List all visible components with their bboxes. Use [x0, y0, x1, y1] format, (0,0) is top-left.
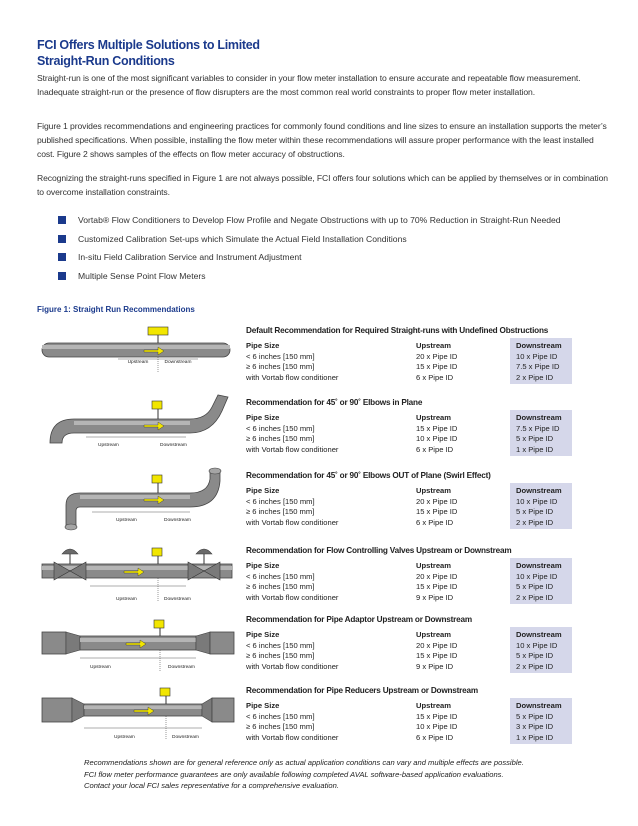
table-cell: 9 x Pipe ID — [416, 592, 454, 602]
footer-line: FCI flow meter performance guarantees are only available following completed AVAL software-based application evaluations. — [84, 769, 504, 779]
diagram-label: Upstream — [98, 443, 119, 448]
table-cell: 7.5 x Pipe ID — [516, 423, 560, 433]
table-cell: ≥ 6 inches [150 mm] — [246, 507, 315, 516]
section-pipe-adaptor — [246, 613, 572, 672]
table-cell: with Vortab flow conditioner — [246, 732, 339, 742]
table-cell: Pipe Size — [246, 701, 280, 710]
table-cell: 15 x Pipe ID — [416, 507, 458, 516]
table-cell: 3 x Pipe ID — [516, 722, 554, 731]
table-cell: 9 x Pipe ID — [416, 661, 454, 671]
table-cell: 6 x Pipe ID — [416, 372, 454, 382]
table-cell: 20 x Pipe ID — [416, 640, 458, 650]
valve-diagram — [40, 542, 240, 608]
table-cell: 10 x Pipe ID — [516, 496, 558, 506]
table-cell: < 6 inches [150 mm] — [246, 571, 315, 581]
table-cell: ≥ 6 inches [150 mm] — [246, 722, 315, 731]
table-cell: Pipe Size — [246, 486, 280, 495]
section-title: Recommendation for Pipe Adaptor Upstream or Downstream — [246, 615, 472, 624]
list-item — [58, 267, 561, 286]
table-cell: < 6 inches [150 mm] — [246, 496, 315, 506]
figure-paragraph: Figure 1 provides recommendations and engineering practices for commonly found conditions and line sizes to ensure an installation supports the meter’s published specifications. When possible, installing the flow meter within these recommendations will assure proper performance with the least installed cost. Figure 2 shows samples of the effects on flow meter accuracy of obstructions. — [37, 121, 607, 160]
table-cell: with Vortab flow conditioner — [246, 372, 339, 382]
bullet-square-icon — [58, 272, 66, 280]
bullet-square-icon — [58, 216, 66, 224]
table-cell: 2 x Pipe ID — [516, 372, 554, 382]
table-cell: 1 x Pipe ID — [516, 444, 554, 454]
intro-paragraph: Straight-run is one of the most significant variables to consider in your flow meter installation to ensure accurate and repeatable flow measurement. Inadequate straight-run or the presence of flow disrupters are the most common real world constraints to proper flow meter installation. — [37, 73, 581, 98]
table-cell: ≥ 6 inches [150 mm] — [246, 651, 315, 660]
list-item-text: In-situ Field Calibration Service and Instrument Adjustment — [78, 252, 302, 263]
recommendation-table — [246, 561, 572, 603]
table-cell: 6 x Pipe ID — [416, 732, 454, 742]
table-cell: Pipe Size — [246, 630, 280, 639]
header-downstream: Downstream — [516, 341, 562, 350]
section-pipe-reducers — [246, 684, 572, 743]
table-cell: 15 x Pipe ID — [416, 362, 458, 371]
recommendation-table — [246, 413, 572, 455]
list-item — [58, 230, 561, 249]
section-title: Recommendation for 45˚ or 90˚ Elbows in Plane — [246, 398, 423, 407]
recommendation-table — [246, 701, 572, 743]
table-cell: < 6 inches [150 mm] — [246, 640, 315, 650]
table-cell: Upstream — [416, 486, 452, 495]
table-cell: 5 x Pipe ID — [516, 651, 554, 660]
table-cell: 10 x Pipe ID — [416, 722, 458, 731]
recommendation-table — [246, 341, 572, 383]
footer-notes — [84, 757, 524, 792]
table-cell: with Vortab flow conditioner — [246, 444, 339, 454]
table-cell: 20 x Pipe ID — [416, 351, 458, 361]
table-cell: < 6 inches [150 mm] — [246, 711, 315, 721]
diagram-label: Upstream — [114, 735, 135, 740]
section-valves — [246, 544, 572, 603]
diagram-label: Downstream — [164, 360, 192, 365]
table-cell: 6 x Pipe ID — [416, 517, 454, 527]
list-item — [58, 211, 561, 230]
table-cell: ≥ 6 inches [150 mm] — [246, 434, 315, 443]
table-cell: 20 x Pipe ID — [416, 496, 458, 506]
table-cell: Upstream — [416, 630, 452, 639]
table-cell: with Vortab flow conditioner — [246, 517, 339, 527]
table-cell: 15 x Pipe ID — [416, 423, 458, 433]
pipe-adaptor-diagram — [40, 618, 240, 676]
table-cell: 2 x Pipe ID — [516, 517, 554, 527]
recommendation-table — [246, 486, 572, 528]
table-cell: Downstream — [516, 486, 562, 495]
diagram-label: Downstream — [172, 735, 199, 740]
list-item-text: Vortab® Flow Conditioners to Develop Flow Profile and Negate Obstructions with up to 70% Reduction in Straight-Run Needed — [78, 215, 561, 226]
solutions-paragraph: Recognizing the straight-runs specified in Figure 1 are not always possible, FCI offers four solutions which can be applied by themselves or in combination to overcome installation constraints. — [37, 173, 608, 198]
table-cell: 15 x Pipe ID — [416, 651, 458, 660]
table-cell: Downstream — [516, 701, 562, 710]
solutions-list — [58, 211, 561, 285]
title-line-1: FCI Offers Multiple Solutions to Limited — [37, 38, 260, 52]
table-cell: ≥ 6 inches [150 mm] — [246, 362, 315, 371]
table-cell: Downstream — [516, 630, 562, 639]
elbow-out-of-plane-diagram — [40, 465, 240, 535]
table-cell: Pipe Size — [246, 561, 280, 570]
footer-line: Contact your local FCI sales representative for a comprehensive evaluation. — [84, 781, 339, 790]
table-cell: 2 x Pipe ID — [516, 661, 554, 671]
table-cell: 5 x Pipe ID — [516, 434, 554, 443]
elbow-in-plane-diagram — [40, 393, 240, 451]
table-cell: Upstream — [416, 701, 452, 710]
table-cell: < 6 inches [150 mm] — [246, 423, 315, 433]
table-cell: 15 x Pipe ID — [416, 711, 458, 721]
footer-line: Recommendations shown are for general reference only as actual application conditions can vary and multiple effects are possible. — [84, 758, 524, 767]
table-cell: Downstream — [516, 561, 562, 570]
section-elbow-in-plane — [246, 396, 572, 455]
recommendation-table — [246, 630, 572, 672]
diagram-label: Upstream — [90, 665, 111, 670]
table-cell: 20 x Pipe ID — [416, 571, 458, 581]
table-cell: 10 x Pipe ID — [416, 434, 458, 443]
diagram-label: Downstream — [164, 597, 191, 602]
list-item-text: Multiple Sense Point Flow Meters — [78, 270, 206, 281]
table-cell: 2 x Pipe ID — [516, 592, 554, 602]
table-cell: Pipe Size — [246, 413, 280, 422]
table-cell: Upstream — [416, 561, 452, 570]
title-line-2: Straight-Run Conditions — [37, 54, 175, 68]
table-cell: 1 x Pipe ID — [516, 732, 554, 742]
table-cell: 5 x Pipe ID — [516, 507, 554, 516]
section-title: Default Recommendation for Required Straight-runs with Undefined Obstructions — [246, 326, 549, 335]
section-elbow-out-of-plane — [246, 469, 572, 528]
header-pipe-size: Pipe Size — [246, 341, 280, 350]
table-cell: Downstream — [516, 413, 562, 422]
table-cell: 10 x Pipe ID — [516, 571, 558, 581]
section-title: Recommendation for 45˚ or 90˚ Elbows OUT of Plane (Swirl Effect) — [246, 471, 491, 480]
table-cell: with Vortab flow conditioner — [246, 661, 339, 671]
page-title — [37, 37, 260, 69]
table-cell: 15 x Pipe ID — [416, 582, 458, 591]
figure-caption: Figure 1: Straight Run Recommendations — [37, 305, 195, 314]
diagram-label: Upstream — [127, 360, 149, 365]
list-item-text: Customized Calibration Set-ups which Simulate the Actual Field Installation Conditions — [78, 233, 407, 244]
bullet-square-icon — [58, 235, 66, 243]
table-cell: 5 x Pipe ID — [516, 711, 554, 721]
diagram-label: Downstream — [164, 518, 191, 523]
diagram-label: Downstream — [168, 665, 195, 670]
table-cell: < 6 inches [150 mm] — [246, 351, 315, 361]
bullet-square-icon — [58, 253, 66, 261]
table-cell: ≥ 6 inches [150 mm] — [246, 582, 315, 591]
table-cell: 6 x Pipe ID — [416, 444, 454, 454]
table-cell: Upstream — [416, 413, 452, 422]
diagram-label: Upstream — [116, 518, 137, 523]
diagram-label: Downstream — [160, 443, 187, 448]
table-cell: 10 x Pipe ID — [516, 351, 558, 361]
list-item — [58, 248, 561, 267]
straight-pipe-diagram — [40, 325, 240, 375]
pipe-reducer-diagram — [40, 686, 240, 744]
diagram-label: Upstream — [116, 597, 137, 602]
header-upstream: Upstream — [416, 341, 452, 350]
table-cell: 7.5 x Pipe ID — [516, 362, 560, 371]
table-cell: 10 x Pipe ID — [516, 640, 558, 650]
table-cell: 5 x Pipe ID — [516, 582, 554, 591]
section-title: Recommendation for Flow Controlling Valves Upstream or Downstream — [246, 546, 512, 555]
section-default — [246, 324, 572, 383]
table-cell: with Vortab flow conditioner — [246, 592, 339, 602]
section-title: Recommendation for Pipe Reducers Upstream or Downstream — [246, 686, 478, 695]
